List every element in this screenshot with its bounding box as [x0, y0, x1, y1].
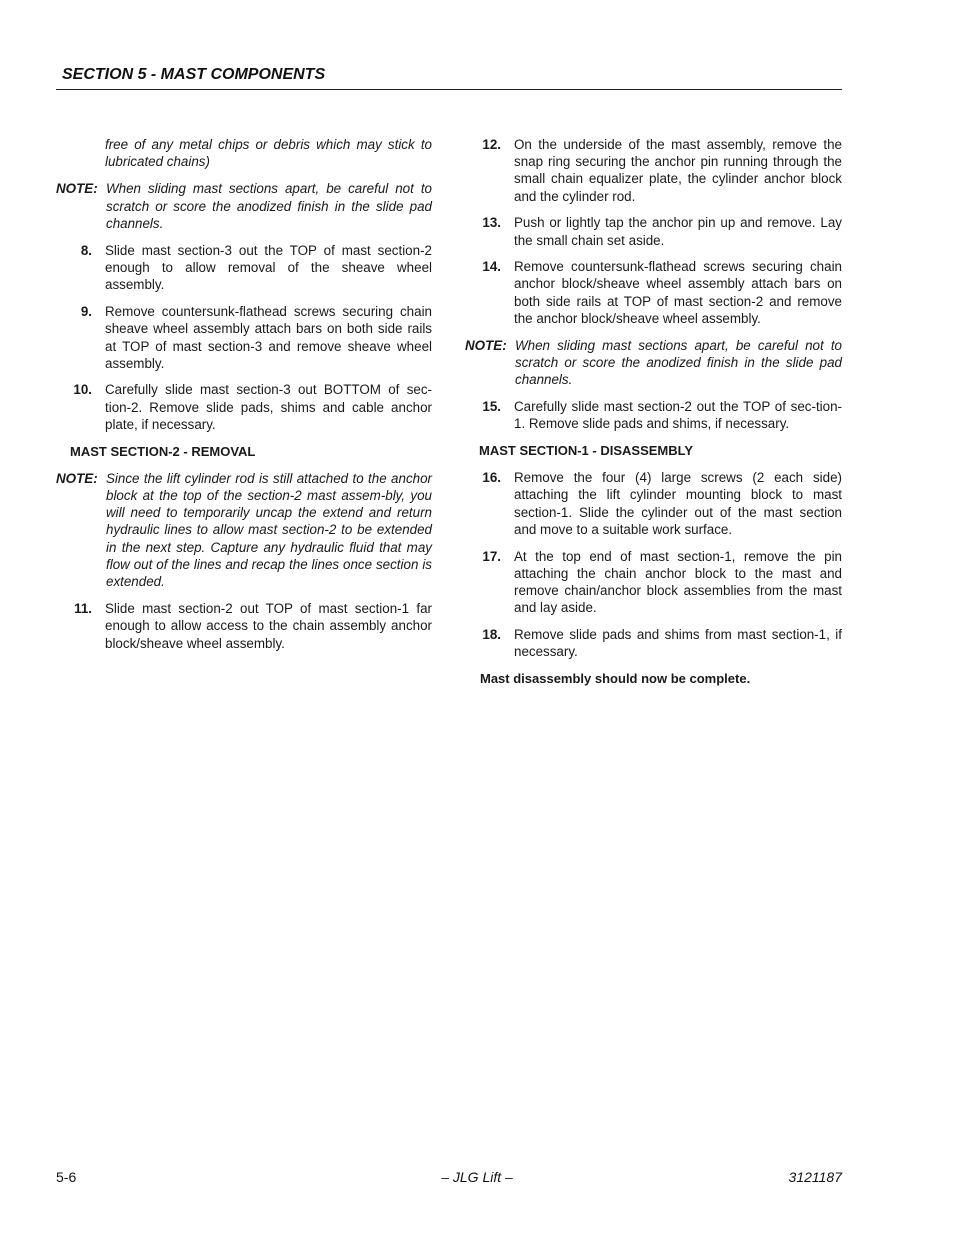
step-text: Carefully slide mast section-3 out BOTTOM of sec-tion-2. Remove slide pads, shims and cable anchor plate, if necessary.: [105, 382, 432, 432]
note-label: NOTE:: [56, 470, 98, 486]
subheading-mast-section-1-disassembly: MAST SECTION-1 - DISASSEMBLY: [479, 443, 694, 459]
left-column: [56, 136, 432, 661]
note-block: [56, 470, 432, 590]
step-item: [56, 600, 432, 652]
step-number: 13.: [482, 215, 501, 231]
step-number: 14.: [482, 259, 501, 275]
step-text: Remove countersunk-flathead screws securing chain sheave wheel assembly attach bars on both side rails at TOP of mast section-3 and remove sheave wheel assembly.: [105, 304, 432, 371]
footer-brand: – JLG Lift –: [441, 1169, 513, 1185]
step-item: [465, 548, 842, 617]
step-number: 8.: [80, 243, 92, 259]
note-text: Since the lift cylinder rod is still attached to the anchor block at the top of the section-2 mast assem-bly, you will need to temporarily uncap the extend and return hydraulic lines to allow mast section-2 to be extended in the next step. Capture any hydraulic fluid that may flow out of the lines and recap the lines once section is extended.: [106, 470, 432, 589]
document-number: 3121187: [788, 1169, 842, 1185]
step-text: On the underside of the mast assembly, remove the snap ring securing the anchor pin running through the small chain equalizer plate, the cylinder anchor block and the cylinder rod.: [514, 137, 842, 204]
step-item: [465, 626, 842, 660]
step-text: Remove slide pads and shims from mast section-1, if necessary.: [514, 626, 842, 660]
continued-paragraph: free of any metal chips or debris which may stick to lubricated chains): [105, 137, 432, 170]
step-text: At the top end of mast section-1, remove the pin attaching the chain anchor block to the mast and remove chain/anchor block assemblies from the mast and lay aside.: [514, 548, 842, 616]
note-text: When sliding mast sections apart, be careful not to scratch or score the anodized finish in the slide pad channels.: [515, 337, 842, 387]
step-text: Remove countersunk-flathead screws securing chain anchor block/sheave wheel assembly attach bars on both side rails at TOP of mast section-2 and remove the anchor block/sheave wheel assembly.: [514, 259, 842, 326]
step-text: Carefully slide mast section-2 out the TOP of sec-tion-1. Remove slide pads and shims, if necessary.: [514, 399, 842, 432]
final-statement: Mast disassembly should now be complete.: [480, 670, 751, 686]
right-column: [465, 136, 842, 687]
section-title: SECTION 5 - MAST COMPONENTS: [62, 66, 326, 83]
step-text: Slide mast section-3 out the TOP of mast section-2 enough to allow removal of the sheave wheel assembly.: [105, 243, 432, 293]
note-block: [56, 180, 432, 232]
step-text: Push or lightly tap the anchor pin up and remove. Lay the small chain set aside.: [514, 215, 842, 248]
step-number: 17.: [482, 548, 501, 564]
step-number: 12.: [482, 137, 501, 152]
step-number: 16.: [482, 470, 501, 486]
step-item: [56, 242, 432, 294]
step-item: [465, 136, 842, 205]
step-text: Slide mast section-2 out TOP of mast section-1 far enough to allow access to the chain assembly anchor block/sheave wheel assembly.: [105, 601, 432, 651]
note-text: When sliding mast sections apart, be careful not to scratch or score the anodized finish in the slide pad channels.: [106, 181, 432, 231]
header-divider: [56, 89, 842, 90]
step-number: 15.: [482, 399, 501, 415]
step-item: [465, 214, 842, 248]
page-number: 5-6: [56, 1169, 77, 1185]
step-number: 9.: [80, 304, 92, 320]
step-number: 11.: [74, 601, 92, 617]
step-item: [56, 381, 432, 433]
step-item: [465, 398, 842, 432]
step-text: Remove the four (4) large screws (2 each side) attaching the lift cylinder mounting block to mast section-1. Slide the cylinder out of the mast section and move to a suitable work surface.: [514, 470, 842, 537]
note-label: NOTE:: [465, 337, 507, 353]
subheading-mast-section-2-removal: MAST SECTION-2 - REMOVAL: [70, 443, 256, 459]
step-item: [56, 303, 432, 372]
note-label: NOTE:: [56, 181, 98, 197]
step-item: [465, 469, 842, 538]
step-item: [465, 258, 842, 327]
note-block: [465, 337, 842, 389]
step-number: 10.: [73, 382, 92, 398]
step-number: 18.: [482, 626, 501, 642]
